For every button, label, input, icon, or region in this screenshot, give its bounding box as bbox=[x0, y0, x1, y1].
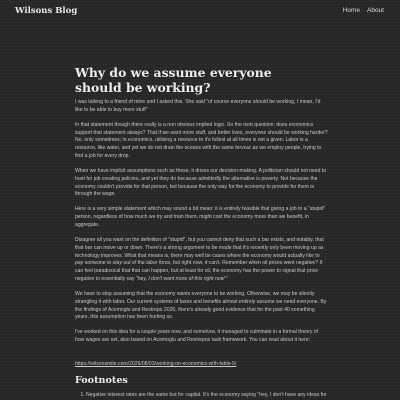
paragraph-5-emphasis: pay someone to stay out of the labor force bbox=[75, 260, 171, 267]
footnotes-heading: Footnotes bbox=[75, 374, 128, 386]
article-paragraph-2: In that statement though there really is a non obvious implied logic. So the next question: does economics support that statement always? That if we want more stuff, and better lives, everyone should be working harder? No, only sometimes; in economics, utilizing a resource to it's fullest at all times is not a given. Labor is a resource, like water, and yet we do not drain the oceans with the same fervour as we employ people, trying to find a job for every drop. bbox=[75, 121, 328, 160]
blog-article bbox=[75, 66, 328, 400]
nav-home-link[interactable]: Home bbox=[342, 7, 360, 14]
main-nav bbox=[343, 7, 384, 14]
paragraph-5-text-a: Disagree all you want on the definition of "stupid", but you cannot deny that such a bar exists, and notably, that that bar can move up or down. There's a strong argument to be made that it's recently only been moving up as technology improves. What that means is, there may well be cases where the economy would actually like to bbox=[75, 236, 324, 259]
paragraph-5-quote-emphasis: hey, I don't want more of this right now bbox=[137, 276, 225, 283]
article-paragraph-1: I was talking to a friend of mine and I asked this. She said "of course everyone should be working, I mean, I'd like to be able to buy more stuff" bbox=[75, 99, 321, 113]
nav-about-link[interactable]: About bbox=[367, 7, 384, 14]
site-brand-link[interactable]: Wilsons Blog bbox=[15, 6, 78, 16]
article-paragraph-6: We have to stop assuming that the economy wants everyone to be working. Otherwise, we may be silently strangling it with labor. Our current systems of taxes and benefits almost entirely assume we need everyone. By the findings of Acemoglu and Restrepo 2026, there's already good evidence that for the past 40 something years, this assumption has been hurting us. bbox=[75, 290, 327, 321]
footnote-item: 1. Negative interest rates are the same but for capital. It's the economy saying "hey, I don't have any ideas for bbox=[86, 392, 328, 400]
paragraph-5-text-b: , but right now, it can't. Remember when oil prices went negative? It can feel paradoxical that that can happen, but at least for oil, the economy has the power to signal that price negative to essentially say " bbox=[75, 260, 323, 283]
article-paragraph-5 bbox=[75, 237, 328, 284]
paragraph-5-text-c: " bbox=[224, 276, 227, 283]
site-header bbox=[0, 0, 400, 22]
article-title: Why do we assume everyone should be working? bbox=[75, 65, 272, 95]
article-paragraph-3: When we have implicit assumptions such as these, it drives our decision-making. A politician should not need to hunt for job creating policies, and yet they do because admittedly the alternative is poverty. Not because the economy couldn't provide for that person, but because the only way for the economy to provide for them is through the wage. bbox=[75, 167, 327, 198]
footnotes-list bbox=[75, 392, 328, 400]
footnote-ref-1[interactable]: 1 bbox=[226, 274, 229, 279]
article-paragraph-7: I've worked on this idea for a couple years now, and somehow, it managed to culminate in a formal theory of how wages are set, also based on Acemoglu and Restrepos task framework. You can read about it here: bbox=[75, 329, 319, 344]
article-external-link[interactable]: https://wilsonsmite.com/2026/08/03/working-on-economics-with-fable-5/ bbox=[75, 360, 237, 367]
article-paragraph-4: Here is a very simple statement which may sound a bit mean: it is entirely feasible that giving a job to a "stupid" person, regardless of how much we try and train them, might cost the economy more than we benefit, in aggregate. bbox=[75, 206, 326, 228]
